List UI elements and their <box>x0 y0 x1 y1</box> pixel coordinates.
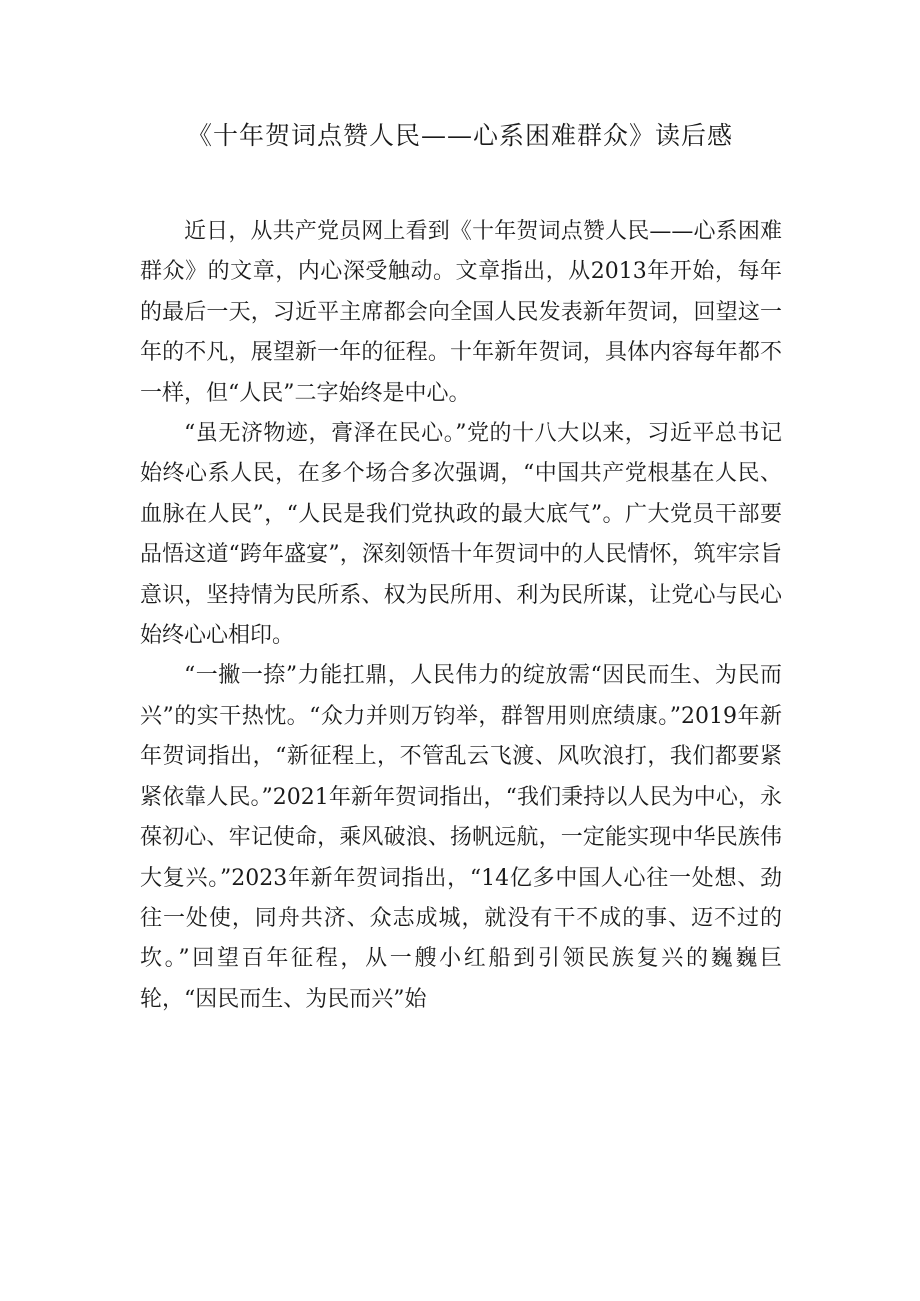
paragraph-2: “虽无济物迹，膏泽在民心。”党的十八大以来，习近平总书记始终心系人民，在多个场合多次强调，“中国共产党根基在人民、血脉在人民”，“人民是我们党执政的最大底气”。广大党员干部要品悟这道“跨年盛宴”，深刻领悟十年贺词中的人民情怀，筑牢宗旨意识，坚持情为民所系、权为民所用、利为民所谋，让党心与民心始终心心相印。 <box>140 421 782 649</box>
document-body <box>140 212 782 1020</box>
paragraph-1: 近日，从共产党员网上看到《十年贺词点赞人民——心系困难群众》的文章，内心深受触动。文章指出，从2013年开始，每年的最后一天，习近平主席都会向全国人民发表新年贺词，回望这一年的不凡，展望新一年的征程。十年新年贺词，具体内容每年都不一样，但“人民”二字始终是中心。 <box>140 219 782 406</box>
document-title: 《十年贺词点赞人民——心系困难群众》读后感 <box>186 121 733 150</box>
paragraph-3: “一撇一捺”力能扛鼎，人民伟力的绽放需“因民而生、为民而兴”的实干热忱。“众力并则万钧举，群智用则庶绩康。”2019年新年贺词指出，“新征程上，不管乱云飞渡、风吹浪打，我们都要紧紧依靠人民。”2021年新年贺词指出，“我们秉持以人民为中心，永葆初心、牢记使命，乘风破浪、扬帆远航，一定能实现中华民族伟大复兴。”2023年新年贺词指出，“14亿多中国人心往一处想、劲往一处使，同舟共济、众志成城，就没有干不成的事、迈不过的坎。”回望百年征程，从一艘小红船到引领民族复兴的巍巍巨轮，“因民而生、为民而兴”始 <box>140 663 782 1012</box>
